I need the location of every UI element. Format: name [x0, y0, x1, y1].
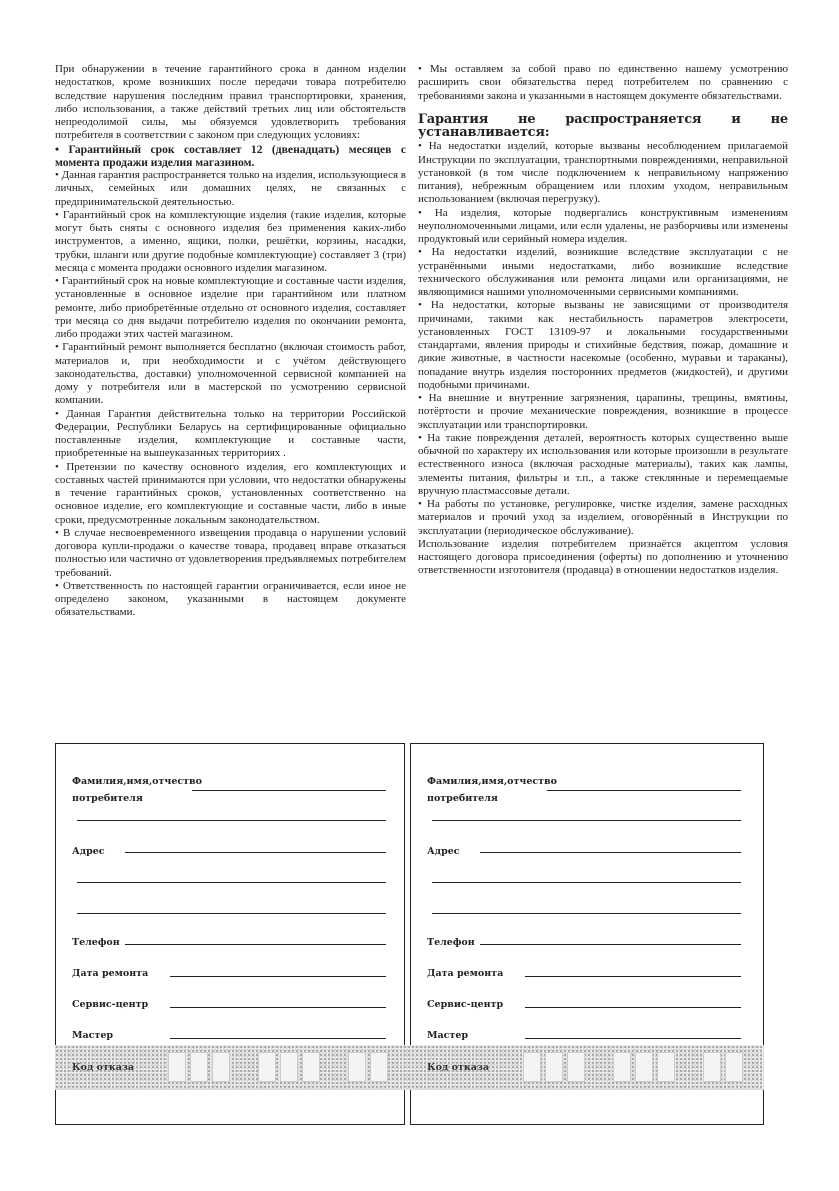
name-field[interactable] — [192, 790, 386, 791]
condition-item: • Данная гарантия распространяется только на изделия, использующиеся в личных, семейных или домашних целях, не связанных с предпринимательской деятельностью. — [55, 169, 406, 208]
master-field[interactable] — [170, 1038, 386, 1039]
failure-code-digit-box[interactable] — [168, 1052, 186, 1082]
repair-date-field[interactable] — [525, 976, 741, 977]
condition-item: • Данная Гарантия действительна только на территории Российской Федерации, Республики Беларусь на сертифицированные официально поставленные изделия, комплектующие и составные части, приобретенные на вышеуказанных территориях . — [55, 407, 406, 460]
failure-code-digit-box[interactable] — [190, 1052, 208, 1082]
phone-field[interactable] — [480, 944, 741, 945]
intro-paragraph: При обнаружении в течение гарантийного срока в данном изделии недостатков, кроме возникших после передачи товара потребителю вследствие нарушения последним правил транспортировки, хранения, либо использования, а также действий третьих лиц или обстоятельств непреодолимой силы, мы обязуемся удовлетворить требования потребителя в соответствии с законом при следующих условиях: — [55, 63, 406, 142]
repair-date-label: Дата ремонта — [72, 968, 149, 979]
address-field-line-2[interactable] — [77, 882, 386, 883]
failure-code-digit-box[interactable] — [703, 1052, 721, 1082]
exclusion-item: • На недостатки изделий, возникшие вследствие эксплуатации с не устранёнными иными недостатками, либо возникшие вследствие технического обслуживания или ремонта лицами или организациями, не являющимися нашими уполномоченными сервисными компаниями. — [418, 246, 788, 298]
condition-item: • Гарантийный ремонт выполняется бесплатно (включая стоимость работ, материалов и, при необходимости и с учётом действующего законодательства, доставки) уполномоченной сервисной компанией на дому у потребителя или в мастерской по усмотрению сервисной компании. — [55, 341, 406, 407]
address-label: Адрес — [427, 846, 460, 857]
service-center-field[interactable] — [170, 1007, 386, 1008]
closing-paragraph: Использование изделия потребителем признаётся акцептом условия настоящего договора присоединения (оферты) по дополнению и уточнению ответственности изготовителя (продавца) в отношении недостатков изделия. — [418, 537, 788, 577]
service-center-field[interactable] — [525, 1007, 741, 1008]
master-label: Мастер — [72, 1030, 114, 1041]
failure-code-label: Код отказа — [72, 1062, 135, 1073]
failure-code-digit-box[interactable] — [348, 1052, 366, 1082]
failure-code-digit-box[interactable] — [613, 1052, 631, 1082]
condition-item: • Гарантийный срок на комплектующие изделия (такие изделия, которые могут быть сняты с основного изделия без применения каких-либо инструментов, а именно, ящики, полки, решётки, корзины, насадки, трубки, шланги или другие подобные комплектующие) составляет 3 (три) месяца с момента продажи основного изделия магазином. — [55, 208, 406, 274]
failure-code-label: Код отказа — [427, 1062, 490, 1073]
right-column — [418, 63, 788, 578]
name-label: Фамилия,имя,отчество — [72, 776, 202, 787]
failure-code-digit-box[interactable] — [212, 1052, 230, 1082]
failure-code-digit-box[interactable] — [635, 1052, 653, 1082]
exclusion-item: • На работы по установке, регулировке, чистке изделия, замене расходных материалов и прочий уход за изделием, оговорённый в Инструкции по эксплуатации (периодическое обслуживание). — [418, 498, 788, 537]
name-field-line-2[interactable] — [77, 820, 386, 821]
condition-item: • Претензии по качеству основного изделия, его комплектующих и составных частей принимаются при условии, что недостатки обнаружены в течение гарантийных сроков, установленных соответственно на основное изделие, его комплектующие и составные части, либо в иные сроки, предусмотренные локальным законодательством. — [55, 460, 406, 526]
failure-code-digit-box[interactable] — [567, 1052, 585, 1082]
service-center-label: Сервис-центр — [427, 999, 504, 1010]
exclusion-item: • На внешние и внутренние загрязнения, царапины, трещины, вмятины, потёртости и прочие механические повреждения, возникшие в процессе эксплуатации или транспортировки. — [418, 392, 788, 431]
condition-item: • Ответственность по настоящей гарантии ограничивается, если иное не определено законом, указанными в настоящем документе обязательствами. — [55, 579, 406, 619]
phone-label: Телефон — [427, 937, 475, 948]
condition-item: • В случае несвоевременного извещения продавца о нарушении условий договора купли-продажи о качестве товара, продавец вправе отказаться полностью или частично от удовлетворения предъявляемых потребителем требований. — [55, 526, 406, 579]
failure-code-digit-box[interactable] — [545, 1052, 563, 1082]
exclusions-heading: Гарантия не распространяется и не устанавливается: — [418, 111, 788, 140]
name-field[interactable] — [547, 790, 741, 791]
failure-code-digit-box[interactable] — [523, 1052, 541, 1082]
condition-item: • Мы оставляем за собой право по единственно нашему усмотрению расширить свои обязательства перед потребителем по сравнению с требованиями закона и указанными в настоящем документе обязательствами. — [418, 63, 788, 102]
address-label: Адрес — [72, 846, 105, 857]
repair-date-field[interactable] — [170, 976, 386, 977]
address-field[interactable] — [125, 852, 386, 853]
name-label-cont: потребителя — [72, 793, 143, 804]
failure-code-digit-box[interactable] — [657, 1052, 675, 1082]
address-field-line-3[interactable] — [432, 913, 741, 914]
name-label: Фамилия,имя,отчество — [427, 776, 557, 787]
exclusion-item: • На недостатки изделий, которые вызваны несоблюдением прилагаемой Инструкции по эксплуатации, транспортными повреждениями, неправильной установкой (в том числе подключением к неправильному напряжению питания), небрежным обращением или плохим уходом, неправильным использованием (включая перегрузку). — [418, 140, 788, 206]
master-field[interactable] — [525, 1038, 741, 1039]
exclusion-item: • На изделия, которые подвергались конструктивным изменениям неуполномоченными лицами, или если удалены, не разборчивы или изменены продуктовый или серийный номера изделия. — [418, 206, 788, 245]
exclusion-item: • На недостатки, которые вызваны не зависящими от производителя причинами, такими как нестабильность параметров электросети, установленных ГОСТ 13109-97 и локальными государственными стандартами, явления природы и стихийные бедствия, пожар, домашние и дикие животные, в частности насекомые (особенно, муравьи и тараканы), попадание внутрь изделия посторонних предметов (жидкостей), и другими подобными причинами. — [418, 299, 788, 391]
address-field-line-2[interactable] — [432, 882, 741, 883]
address-field[interactable] — [480, 852, 741, 853]
failure-code-digit-box[interactable] — [302, 1052, 320, 1082]
phone-field[interactable] — [125, 944, 386, 945]
address-field-line-3[interactable] — [77, 913, 386, 914]
name-label-cont: потребителя — [427, 793, 498, 804]
phone-label: Телефон — [72, 937, 120, 948]
failure-code-digit-box[interactable] — [280, 1052, 298, 1082]
condition-item: • Гарантийный срок на новые комплектующие и составные части изделия, установленные в основное изделие при гарантийном или платном ремонте, либо приобретённые отдельно от основного изделия, составляет три месяца со дня выдачи потребителю изделия по окончании ремонта, либо продажи этих частей магазином. — [55, 275, 406, 340]
exclusion-item: • На такие повреждения деталей, вероятность которых существенно выше обычной по характеру их использования или которые произошли в результате естественного износа (включая расходные материалы), таких как лампы, элементы питания, фильтры и т.п., а также стеклянные и перемещаемые вручную пластмассовые детали. — [418, 431, 788, 497]
failure-code-digit-box[interactable] — [370, 1052, 388, 1082]
left-column — [55, 63, 406, 620]
repair-date-label: Дата ремонта — [427, 968, 504, 979]
master-label: Мастер — [427, 1030, 469, 1041]
failure-code-digit-box[interactable] — [725, 1052, 743, 1082]
name-field-line-2[interactable] — [432, 820, 741, 821]
failure-code-digit-box[interactable] — [258, 1052, 276, 1082]
service-center-label: Сервис-центр — [72, 999, 149, 1010]
warranty-term-bold: • Гарантийный срок составляет 12 (двенадцать) месяцев с момента продажи изделия магазином. — [55, 142, 406, 169]
